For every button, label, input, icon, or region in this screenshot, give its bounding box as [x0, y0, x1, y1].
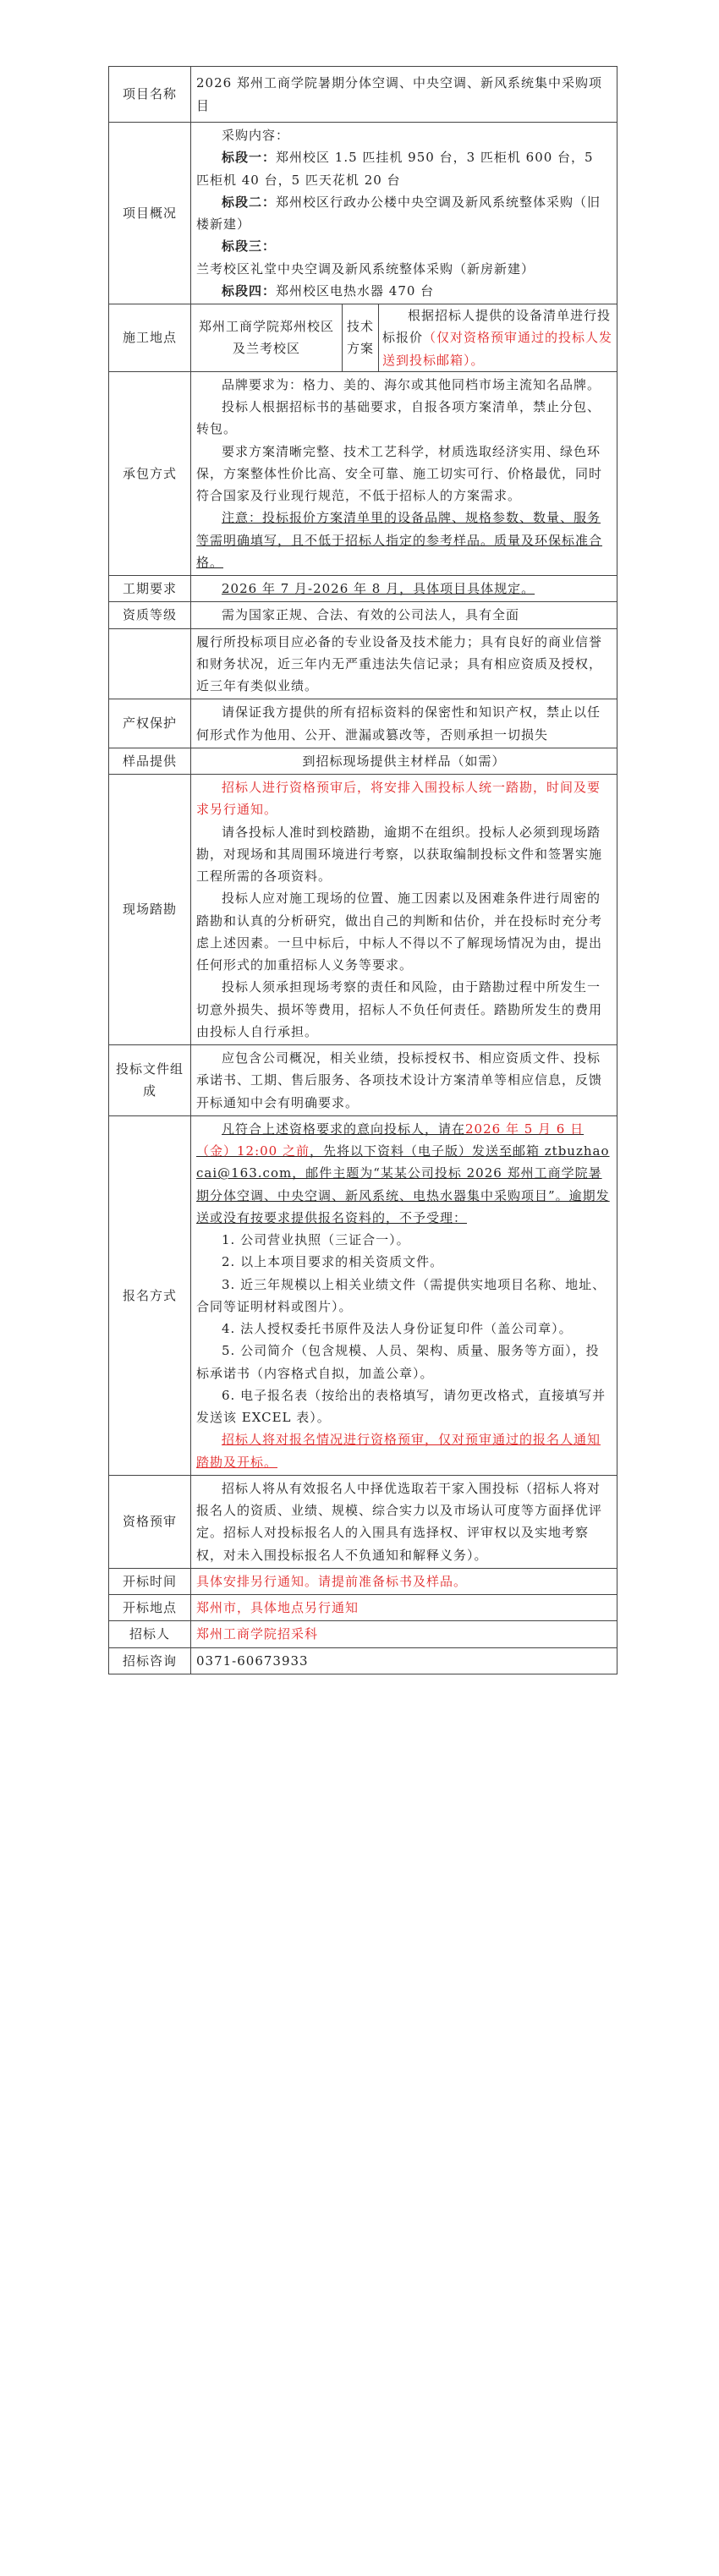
value-qualification — [191, 602, 617, 628]
survey-p1: 请各投标人准时到校踏勘，逾期不在组织。投标人必须到现场踏勘，对现场和其周围环境进行考察，以获取编制投标文件和签署实施工程所需的各项资料。 — [196, 824, 603, 884]
registration-red-note: 招标人将对报名情况进行资格预审，仅对预审通过的报名人通知踏勘及开标。 — [196, 1432, 601, 1470]
label-registration: 报名方式 — [109, 1115, 191, 1475]
survey-p3: 投标人须承担现场考察的责任和风险，由于踏勘过程中所发生一切意外损失、损坏等费用，招标人不负任何责任。踏勘所发生的费用由投标人自行承担。 — [196, 979, 603, 1039]
label-contract: 承包方式 — [109, 371, 191, 575]
row-bid-docs — [109, 1045, 617, 1116]
row-contact — [109, 1647, 617, 1674]
registration-item-5: 5. 公司简介（包含规模、人员、架构、质量、服务等方面），投标承诺书（内容格式自拟，加盖公章）。 — [196, 1343, 600, 1381]
bid-docs-text: 应包含公司概况，相关业绩，投标授权书、相应资质文件、投标承诺书、工期、售后服务、各项技术设计方案清单等相应信息，反馈开标通知中会有明确要求。 — [196, 1050, 603, 1110]
registration-intro — [196, 1118, 612, 1229]
value-survey — [191, 775, 617, 1045]
label-qualification: 资质等级 — [109, 602, 191, 628]
label-bid-docs: 投标文件组成 — [109, 1045, 191, 1116]
label-samples: 样品提供 — [109, 748, 191, 774]
row-qualification-cont — [109, 628, 617, 699]
label-site: 施工地点 — [109, 304, 191, 372]
registration-item-4: 4. 法人授权委托书原件及法人身份证复印件（盖公司章）。 — [222, 1321, 573, 1336]
bid-announcement-document — [108, 66, 617, 1674]
site-location: 郑州工商学院郑州校区及兰考校区 — [198, 319, 334, 357]
site-inner-table — [191, 304, 617, 371]
lot-2-title: 标段二： — [222, 194, 277, 210]
row-qualification — [109, 602, 617, 628]
value-contact: 0371-60673933 — [191, 1647, 617, 1674]
lot-3-text: 兰考校区礼堂中央空调及新风系统整体采购（新房新建） — [196, 260, 535, 277]
contract-p1: 品牌要求为：格力、美的、海尔或其他同档市场主流知名品牌。 — [222, 376, 601, 392]
row-contract — [109, 371, 617, 575]
label-survey: 现场踏勘 — [109, 775, 191, 1045]
overview-lot-4 — [196, 280, 612, 302]
row-prequal — [109, 1475, 617, 1568]
label-opening-time: 开标时间 — [109, 1568, 191, 1594]
label-tenderer: 招标人 — [109, 1621, 191, 1647]
value-prequal — [191, 1475, 617, 1568]
contract-p2: 投标人根据招标书的基础要求，自报各项方案清单，禁止分包、转包。 — [196, 399, 601, 437]
site-tech-text-red: （仅对资格预审通过的投标人发送到投标邮箱）。 — [382, 330, 613, 368]
row-site — [109, 304, 617, 372]
value-registration — [191, 1115, 617, 1475]
qualification-text-1: 需为国家正规、合法、有效的公司法人，具有全面 — [222, 607, 520, 623]
qualification-text-2: 履行所投标项目应必备的专业设备及技术能力；具有良好的商业信誉和财务状况，近三年内无严重违法失信记录；具有相应资质及授权，近三年有类似业绩。 — [196, 633, 603, 693]
lot-4-text: 郑州校区电热水器 470 台 — [276, 282, 435, 299]
row-period — [109, 576, 617, 602]
row-tenderer — [109, 1621, 617, 1647]
row-samples — [109, 748, 617, 774]
value-site — [191, 304, 617, 372]
registration-intro-1: 凡符合上述资格要求的意向投标人，请在 — [222, 1121, 466, 1137]
period-text: 2026 年 7 月-2026 年 8 月，具体项目具体规定。 — [222, 581, 535, 596]
overview-lot-1 — [196, 146, 612, 191]
site-tech-plan — [379, 304, 617, 371]
ip-text: 请保证我方提供的所有招标资料的保密性和知识产权，禁止以任何形式作为他用、公开、泄漏或篡改等，否则承担一切损失 — [196, 704, 601, 743]
label-qualification-cont — [109, 628, 191, 699]
row-opening-time — [109, 1568, 617, 1594]
registration-deadline: 2026 年 5 月 6 日（金）12:00 之前 — [196, 1121, 585, 1159]
row-opening-place — [109, 1595, 617, 1621]
value-qualification-cont — [191, 628, 617, 699]
overview-lot-2 — [196, 191, 612, 236]
value-project-name: 2026 郑州工商学院暑期分体空调、中央空调、新风系统集中采购项目 — [191, 67, 617, 123]
registration-item-6: 6. 电子报名表（按给出的表格填写，请勿更改格式，直接填写并发送该 EXCEL 表）。 — [196, 1387, 606, 1425]
registration-item-2: 2. 以上本项目要求的相关资质文件。 — [222, 1254, 444, 1270]
contract-p3: 要求方案清晰完整、技术工艺科学，材质选取经济实用、绿色环保，方案整体性价比高、安全可靠、施工切实可行、价格最优，同时符合国家及行业现行规范，不低于招标人的方案需求。 — [196, 443, 603, 503]
label-opening-place: 开标地点 — [109, 1595, 191, 1621]
label-period: 工期要求 — [109, 576, 191, 602]
value-overview — [191, 123, 617, 304]
lot-4-title: 标段四： — [222, 282, 277, 299]
row-ip — [109, 699, 617, 748]
row-registration — [109, 1115, 617, 1475]
label-contact: 招标咨询 — [109, 1647, 191, 1674]
contract-p4: 注意：投标报价方案清单里的设备品牌、规格参数、数量、服务等需明确填写，且不低于招标人指定的参考样品。质量及环保标准合格。 — [196, 510, 603, 570]
registration-item-3: 3. 近三年规模以上相关业绩文件（需提供实地项目名称、地址、合同等证明材料或图片）。 — [196, 1276, 606, 1314]
site-tech-label: 技术方案 — [343, 304, 379, 371]
value-tenderer: 郑州工商学院招采科 — [191, 1621, 617, 1647]
value-samples: 到招标现场提供主材样品（如需） — [191, 748, 617, 774]
row-overview — [109, 123, 617, 304]
registration-item-1: 1. 公司营业执照（三证合一）。 — [222, 1232, 410, 1247]
site-tech-text-main: 根据招标人提供的设备清单进行投标报价 — [382, 308, 612, 346]
survey-red-note: 招标人进行资格预审后，将安排入围投标人统一踏勘，时间及要求另行通知。 — [196, 780, 601, 818]
value-ip — [191, 699, 617, 748]
lot-2-text: 郑州校区行政办公楼中央空调及新风系统整体采购（旧楼新建） — [196, 194, 601, 232]
label-prequal: 资格预审 — [109, 1475, 191, 1568]
prequal-text: 招标人将从有效报名人中择优选取若干家入围投标（招标人将对报名人的资质、业绩、规模、综合实力以及市场认可度等方面择优评定。招标人对投标报名人的入围具有选择权、评审权以及实地考察权，对未入围投标报名人不负通知和解释义务）。 — [196, 1480, 603, 1563]
overview-lot-3 — [196, 235, 612, 280]
overview-intro: 采购内容： — [222, 128, 290, 143]
lot-3-title: 标段三： — [222, 238, 277, 255]
label-project-name: 项目名称 — [109, 67, 191, 123]
lot-1-title: 标段一： — [222, 150, 277, 166]
label-overview: 项目概况 — [109, 123, 191, 304]
registration-intro-2: ，先将以下资料（电子版）发送至邮箱 ztbuzhaocai@163.com，邮件主题为“某某公司投标 2026 郑州工商学院暑期分体空调、中央空调、新风系统、电热水器集中采购项目”。逾期发送或没有按要求提供报名资料的，不予受理： — [196, 1143, 610, 1225]
site-tech-text — [382, 304, 613, 371]
bid-info-table — [108, 66, 617, 1674]
value-bid-docs — [191, 1045, 617, 1116]
row-survey — [109, 775, 617, 1045]
lot-1-text: 郑州校区 1.5 匹挂机 950 台，3 匹柜机 600 台，5 匹柜机 40 台，5 匹天花机 20 台 — [196, 150, 594, 188]
value-contract — [191, 371, 617, 575]
label-ip: 产权保护 — [109, 699, 191, 748]
value-opening-place: 郑州市，具体地点另行通知 — [191, 1595, 617, 1621]
row-project-name — [109, 67, 617, 123]
value-period — [191, 576, 617, 602]
survey-p2: 投标人应对施工现场的位置、施工因素以及困难条件进行周密的踏勘和认真的分析研究，做出自己的判断和估价，并在投标时充分考虑上述因素。一旦中标后，中标人不得以不了解现场情况为由，提出任何形式的加重招标人义务等要求。 — [196, 891, 603, 973]
value-opening-time: 具体安排另行通知。请提前准备标书及样品。 — [191, 1568, 617, 1594]
